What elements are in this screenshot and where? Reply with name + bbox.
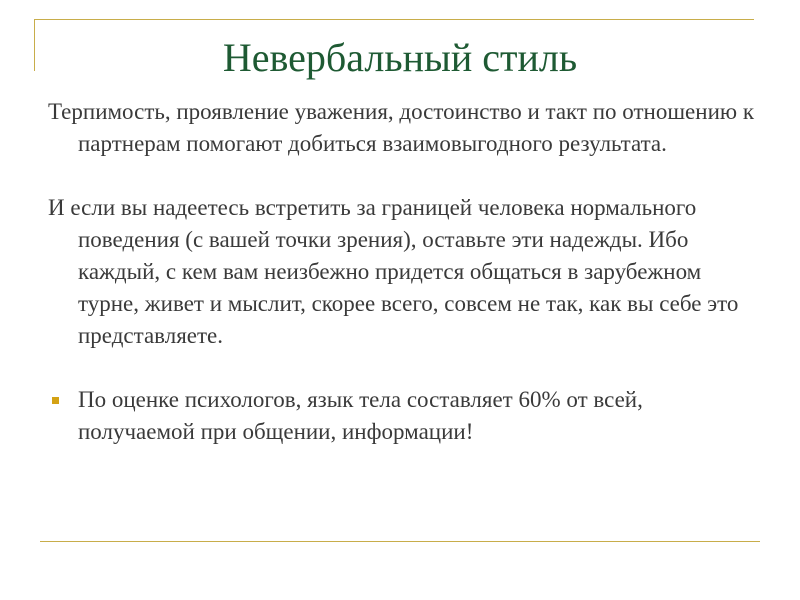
spacer — [48, 352, 758, 384]
frame-bottom-line — [40, 541, 760, 542]
slide-title: Невербальный стиль — [222, 35, 578, 80]
square-bullet-icon — [52, 397, 59, 404]
bullet-text: По оценке психологов, язык тела составляет 60% от всей, получаемой при общении, информации! — [78, 387, 643, 444]
paragraph-tolerance: Терпимость, проявление уважения, достоинство и такт по отношению к партнерам помогают добиться взаимовыгодного результата. — [48, 99, 754, 156]
spacer — [48, 160, 758, 192]
frame-top-line — [34, 19, 754, 20]
paragraph-expectations: И если вы надеетесь встретить за границей человека нормального поведения (с вашей точки зрения), оставьте эти надежды. Ибо каждый, с кем вам неизбежно придется общаться в зарубежном турне, живет и мыслит, скорее всего, совсем не так, как вы себе это представляете. — [48, 195, 739, 348]
slide-content — [48, 96, 758, 448]
bullet-item-body-language — [48, 384, 758, 448]
